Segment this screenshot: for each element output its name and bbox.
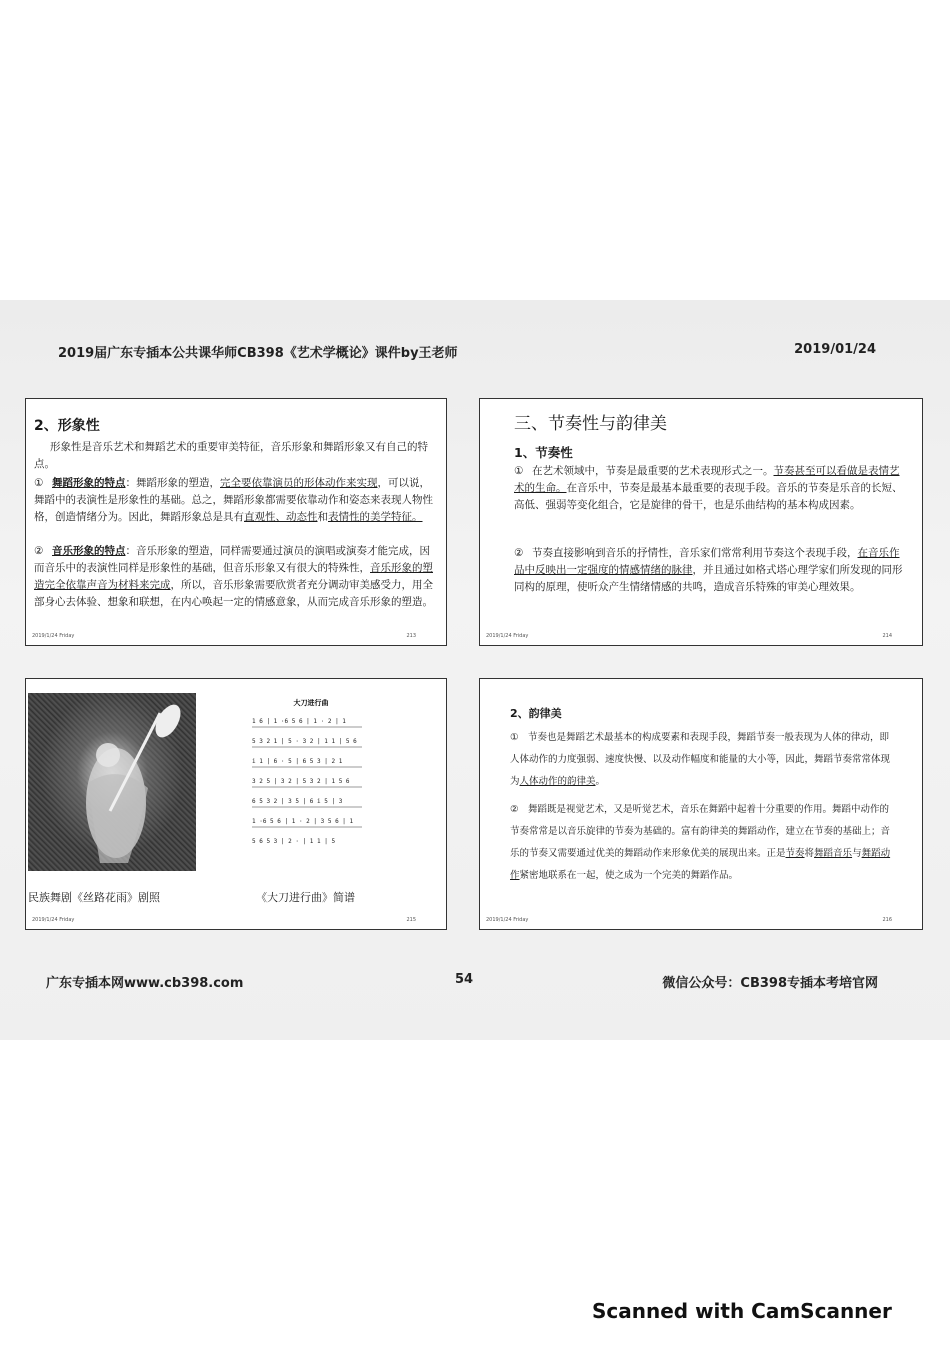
underlined-text: 表情性的美学特征。 <box>328 511 423 523</box>
svg-text:5 6 5 3 | 2 · | 1 1 | 5: 5 6 5 3 | 2 · | 1 1 | 5 <box>252 838 336 845</box>
underlined-text: 舞蹈音乐 <box>814 848 853 859</box>
underlined-text: 节奏甚至可以看做是表情艺术的生命。 <box>514 465 900 494</box>
footer-website: 广东专插本网www.cb398.com <box>46 976 244 991</box>
point-text: 节奏也是舞蹈艺术最基本的构成要素和表现手段，舞蹈节奏一般表现为人体的律动，即人体动作的力度强弱、速度快慢、以及动作幅度和能量的大小等，因此，舞蹈节奏常常体现为 <box>510 732 891 787</box>
svg-text:3 2 5 | 3 2 | 5 3 2 | 1 5 6: 3 2 5 | 3 2 | 5 3 2 | 1 5 6 <box>252 778 350 785</box>
point-text: 紧密地联系在一起，使之成为一个完美的舞蹈作品。 <box>519 870 739 881</box>
slide-page-number: 215 <box>406 917 416 923</box>
slide-date: 2019/1/24 Friday <box>486 917 529 923</box>
underlined-text: 在音乐作品中反映出一定强度的情感情绪的脉律 <box>514 547 900 576</box>
point-1 <box>510 727 898 793</box>
point-text: ，并且通过如格式塔心理学家们所发现的同形同构的原理，使听众产生情绪情感的共鸣，造成音乐特殊的审美心理效果。 <box>514 564 903 593</box>
point-2 <box>510 799 898 887</box>
slide-page-number: 216 <box>882 917 892 923</box>
point-text: ，所以，音乐形象需要欣赏者充分调动审美感受力，用全部身心去体验、想象和联想，在内心唤起一定的情感意象，从而完成音乐形象的塑造。 <box>34 579 433 608</box>
slide-216 <box>479 678 923 930</box>
slide-213 <box>25 398 447 646</box>
slide-page-number: 214 <box>882 633 892 639</box>
slide-subtitle: 1、节奏性 <box>514 445 573 460</box>
point-number: ② <box>510 804 519 815</box>
svg-text:6 5 3 2 | 3 5 | 6 i 5 | 3: 6 5 3 2 | 3 5 | 6 i 5 | 3 <box>252 798 343 805</box>
underlined-text: 人体动作的韵律美 <box>519 776 596 787</box>
slide-date: 2019/1/24 Friday <box>32 917 75 923</box>
slide-page-number: 213 <box>406 633 416 639</box>
point-text: 在艺术领域中，节奏是最重要的艺术表现形式之一。 <box>532 465 774 477</box>
point-text: 。 <box>595 776 606 787</box>
photo-caption: 民族舞剧《丝路花雨》剧照 <box>28 891 160 904</box>
page-header-title: 2019届广东专插本公共课华师CB398《艺术学概论》课件by王老师 <box>58 346 458 361</box>
slide-214 <box>479 398 923 646</box>
point-text: 在音乐中，节奏是最基本最重要的表现手段。音乐的节奏是乐音的长短、高低、强弱等变化组合，它是旋律的骨干，也是乐曲结构的基本构成因素。 <box>514 482 903 511</box>
point-text: ，可以说，舞蹈中的表演性是形象性的基础。总之，舞蹈形象都需要依靠动作和姿态来表现人物性格，创造情绪分为。因此，舞蹈形象总是具有 <box>34 477 433 523</box>
svg-text:1 ·6 5 6 | 1 · 2 | 3 5 6 | 1: 1 ·6 5 6 | 1 · 2 | 3 5 6 | 1 <box>252 818 354 825</box>
slide-date: 2019/1/24 Friday <box>32 633 75 639</box>
point-2 <box>34 543 436 611</box>
slide-title: 三、节奏性与韵律美 <box>514 414 667 434</box>
point-text: 节奏直接影响到音乐的抒情性，音乐家们常常利用节奏这个表现手段， <box>532 547 858 559</box>
underlined-text: 直观性、动态性 <box>244 511 318 523</box>
camscanner-watermark: Scanned with CamScanner <box>592 1299 892 1323</box>
underlined-text: 舞蹈动作 <box>510 848 891 881</box>
slide-subtitle: 2、韵律美 <box>510 707 562 720</box>
svg-text:i 1 | 6 · 5 | 6 5 3 | 2 1: i 1 | 6 · 5 | 6 5 3 | 2 1 <box>252 758 343 765</box>
svg-text:5 3 2 1 | 5 · 3 2 | 1 1 | 5 6: 5 3 2 1 | 5 · 3 2 | 1 1 | 5 6 <box>252 738 357 745</box>
point-number: ① <box>510 732 519 743</box>
point-text: 舞蹈既是视觉艺术，又是听觉艺术，音乐在舞蹈中起着十分重要的作用。舞蹈中动作的节奏常常是以音乐旋律的节奏为基础的。富有韵律美的舞蹈动作，建立在节奏的基础上；音乐的节奏又需要通过优美的舞蹈动作来形象优美的展现出来。正是 <box>510 804 891 859</box>
point-text: ：舞蹈形象的塑造， <box>125 477 220 489</box>
slide-intro: 形象性是音乐艺术和舞蹈艺术的重要审美特征，音乐形象和舞蹈形象又有自己的特点。 <box>34 441 428 470</box>
point-number: ① <box>514 465 524 477</box>
numbered-musical-notation <box>252 697 370 857</box>
dance-drama-photo <box>28 693 196 871</box>
underlined-text: 完全要依靠演员的形体动作来实现 <box>220 477 378 489</box>
point-number: ② <box>34 545 44 557</box>
score-caption: 《大刀进行曲》简谱 <box>256 891 355 904</box>
point-number: ② <box>514 547 524 559</box>
point-heading: 舞蹈形象的特点 <box>52 477 126 489</box>
point-text: 将 <box>804 848 815 859</box>
slide-215 <box>25 678 447 930</box>
slide-date: 2019/1/24 Friday <box>486 633 529 639</box>
slide-title: 2、形象性 <box>34 418 100 434</box>
point-heading: 音乐形象的特点 <box>52 545 126 557</box>
point-text: 与 <box>852 848 862 859</box>
score-title: 大刀进行曲 <box>293 699 329 707</box>
underlined-text: 节奏 <box>785 848 805 859</box>
point-text: ：音乐形象的塑造，同样需要通过演员的演唱或演奏才能完成，因而音乐中的表演性同样是形象性的基础，但音乐形象又有很大的特殊性， <box>34 545 430 574</box>
point-text: 和 <box>317 511 328 523</box>
footer-wechat: 微信公众号：CB398专插本考培官网 <box>662 976 878 991</box>
point-1 <box>514 463 906 514</box>
page-header-date: 2019/01/24 <box>794 342 876 357</box>
point-number: ① <box>34 477 44 489</box>
footer-page-number: 54 <box>455 972 474 987</box>
underlined-text: 音乐形象的塑造完全依靠声音为材料来完成 <box>34 562 433 591</box>
point-1 <box>34 475 436 526</box>
point-2 <box>514 545 906 596</box>
svg-text:1 6 | 1 ·6 5 6 | 1 · 2 | 1: 1 6 | 1 ·6 5 6 | 1 · 2 | 1 <box>252 718 346 725</box>
